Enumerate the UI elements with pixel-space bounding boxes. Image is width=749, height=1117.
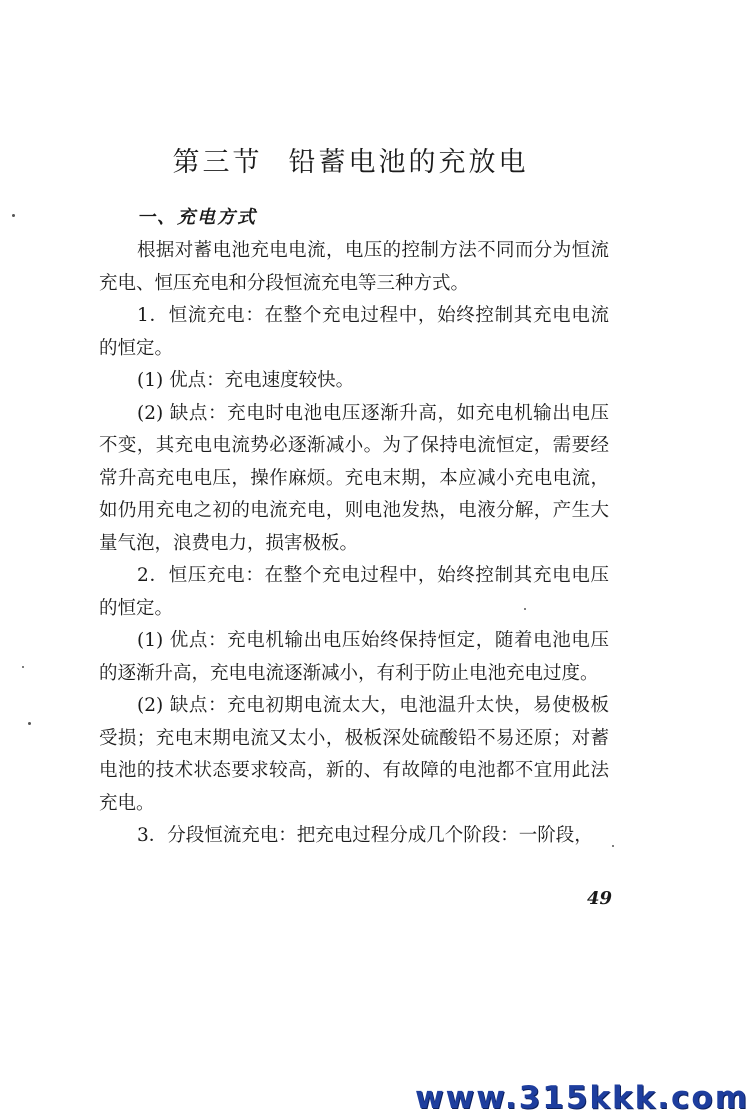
scan-speck (524, 608, 526, 610)
section-title: 铅蓄电池的充放电 (288, 147, 529, 178)
section-number: 第三节 (172, 147, 263, 178)
paragraph: 根据对蓄电池充电电流，电压的控制方法不同而分为恒流充电、恒压充电和分段恒流充电等三种方式。 (99, 240, 609, 294)
paragraph: 3．分段恒流充电：把充电过程分成几个阶段：一阶段， (137, 825, 593, 846)
paragraph: 2．恒压充电：在整个充电过程中，始终控制其充电电压的恒定。 (99, 565, 609, 619)
paragraph: (1) 优点：充电机输出电压始终保持恒定，随着电池电压的逐渐升高，充电电流逐渐减小，有利于防止电池充电过度。 (99, 630, 609, 684)
paragraph: (2) 缺点：充电初期电流太大，电池温升太快，易使极板受损；充电末期电流又太小，极板深处硫酸铅不易还原；对蓄电池的技术状态要求较高，新的、有故障的电池都不宜用此法充电。 (99, 695, 609, 814)
body-text (99, 235, 609, 853)
paragraph: (1) 优点：充电速度较快。 (137, 370, 355, 391)
paragraph: 1．恒流充电：在整个充电过程中，始终控制其充电电流的恒定。 (99, 305, 609, 359)
scan-speck (612, 845, 614, 847)
scan-speck (28, 722, 31, 725)
watermark: www.315kkk.com (415, 1080, 749, 1116)
subsection-heading: 一、充电方式 (137, 207, 257, 228)
scan-speck (22, 666, 24, 668)
page-title (0, 140, 701, 179)
page-number: 49 (587, 888, 613, 909)
paragraph: (2) 缺点：充电时电池电压逐渐升高，如充电机输出电压不变，其充电电流势必逐渐减小。为了保持电流恒定，需要经常升高充电电压，操作麻烦。充电末期，本应减小充电电流，如仍用充电之初的电流充电，则电池发热，电液分解，产生大量气泡，浪费电力，损害极板。 (99, 402, 609, 554)
scan-speck (12, 214, 15, 217)
